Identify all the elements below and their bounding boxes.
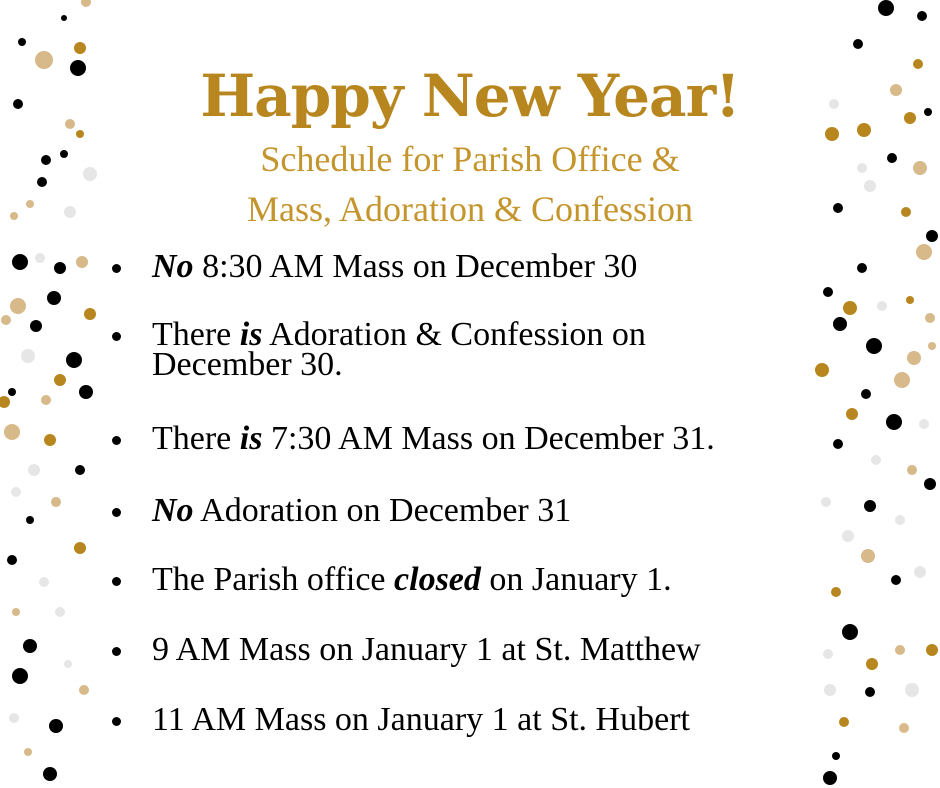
confetti-dot — [75, 465, 85, 475]
confetti-dot — [842, 530, 854, 542]
confetti-dot — [54, 374, 66, 386]
bullet-icon — [112, 332, 121, 341]
bullet-icon — [112, 577, 121, 586]
confetti-dot — [907, 465, 917, 475]
confetti-dot — [79, 685, 89, 695]
confetti-dot — [30, 320, 42, 332]
confetti-dot — [51, 497, 61, 507]
item-text: 8:30 AM Mass on December 30 — [193, 248, 638, 285]
confetti-dot — [914, 566, 926, 578]
confetti-dot — [895, 645, 905, 655]
confetti-dot — [928, 342, 936, 350]
subtitle-line-2: Mass, Adoration & Confession — [247, 189, 693, 229]
list-item — [152, 420, 715, 457]
confetti-dot — [28, 464, 40, 476]
confetti-dot — [865, 687, 875, 697]
confetti-dot — [925, 313, 935, 323]
confetti-dot — [9, 713, 19, 723]
item-text: There — [152, 316, 240, 353]
emphasis: is — [239, 420, 263, 457]
confetti-dot — [843, 301, 857, 315]
item-text: The Parish office — [152, 561, 395, 598]
confetti-dot — [47, 291, 61, 305]
confetti-dot — [35, 253, 45, 263]
confetti-dot — [864, 500, 876, 512]
confetti-dot — [871, 455, 881, 465]
bullet-icon — [112, 264, 121, 273]
subtitle-line-1: Schedule for Parish Office & — [260, 139, 680, 179]
confetti-dot — [823, 649, 833, 659]
confetti-dot — [833, 439, 843, 449]
item-text: There — [152, 420, 240, 457]
item-text: 9 AM Mass on January 1 at St. Matthew — [152, 631, 701, 668]
emphasis: closed — [394, 561, 481, 598]
confetti-dot — [894, 372, 910, 388]
confetti-dot — [64, 660, 72, 668]
confetti-dot — [857, 263, 867, 273]
item-text-continued: December 30. — [152, 346, 343, 383]
confetti-dot — [12, 668, 28, 684]
confetti-dot — [821, 497, 831, 507]
confetti-dot — [1, 315, 11, 325]
list-item — [152, 561, 672, 598]
confetti-dot — [0, 396, 10, 408]
confetti-dot — [24, 748, 32, 756]
confetti-dot — [84, 308, 96, 320]
confetti-dot — [81, 0, 91, 7]
bullet-icon — [112, 717, 121, 726]
confetti-dot — [886, 414, 902, 430]
confetti-dot — [815, 363, 829, 377]
confetti-dot — [906, 296, 914, 304]
confetti-dot — [4, 424, 20, 440]
confetti-dot — [926, 230, 938, 242]
bullet-icon — [112, 436, 121, 445]
emphasis: No — [152, 248, 194, 285]
confetti-dot — [866, 658, 878, 670]
confetti-dot — [824, 684, 836, 696]
confetti-dot — [23, 639, 37, 653]
confetti-dot — [39, 577, 49, 587]
confetti-dot — [12, 254, 28, 270]
bullet-icon — [112, 508, 121, 517]
confetti-dot — [49, 719, 63, 733]
page-title: Happy New Year! — [200, 62, 740, 130]
confetti-dot — [878, 0, 894, 16]
confetti-dot — [899, 723, 909, 733]
confetti-dot — [79, 385, 93, 399]
confetti-dot — [18, 38, 26, 46]
item-text: 7:30 AM Mass on December 31. — [262, 420, 715, 457]
confetti-dot — [74, 542, 86, 554]
list-item — [152, 248, 638, 285]
confetti-dot — [76, 256, 88, 268]
confetti-dot — [833, 317, 847, 331]
confetti-dot — [823, 771, 837, 785]
emphasis: No — [152, 492, 194, 529]
confetti-dot — [21, 349, 35, 363]
confetti-dot — [7, 555, 17, 565]
list-item — [152, 316, 646, 383]
list-item — [152, 631, 701, 668]
confetti-dot — [924, 478, 936, 490]
confetti-dot — [61, 15, 67, 21]
item-text: Adoration & Confession on — [262, 316, 646, 353]
confetti-dot — [866, 338, 882, 354]
list-item — [152, 492, 572, 529]
confetti-dot — [10, 298, 26, 314]
confetti-dot — [926, 644, 938, 656]
confetti-dot — [74, 42, 86, 54]
list-item — [152, 701, 690, 738]
confetti-dot — [823, 287, 833, 297]
confetti-dot — [839, 717, 849, 727]
confetti-dot — [905, 683, 919, 697]
confetti-dot — [41, 395, 51, 405]
confetti-dot — [66, 352, 82, 368]
confetti-dot — [891, 575, 901, 585]
confetti-dot — [8, 388, 16, 396]
confetti-dot — [877, 301, 887, 311]
confetti-dot — [54, 262, 66, 274]
confetti-dot — [907, 351, 921, 365]
confetti-dot — [11, 487, 21, 497]
confetti-dot — [842, 624, 858, 640]
confetti-dot — [861, 389, 871, 399]
emphasis: is — [239, 316, 263, 353]
confetti-dot — [895, 515, 905, 525]
confetti-dot — [917, 11, 927, 21]
confetti-dot — [853, 39, 863, 49]
confetti-dot — [76, 130, 84, 138]
confetti-dot — [55, 607, 65, 617]
confetti-dot — [832, 752, 840, 760]
confetti-dot — [26, 516, 34, 524]
confetti-dot — [861, 549, 875, 563]
confetti-dot — [916, 244, 932, 260]
item-text: on January 1. — [480, 561, 672, 598]
confetti-dot — [831, 587, 841, 597]
confetti-dot — [846, 408, 858, 420]
confetti-dot — [919, 419, 929, 429]
bullet-icon — [112, 647, 121, 656]
item-text: Adoration on December 31 — [193, 492, 572, 529]
confetti-dot — [43, 767, 57, 781]
item-text: 11 AM Mass on January 1 at St. Hubert — [152, 701, 690, 738]
confetti-dot — [44, 434, 56, 446]
confetti-dot — [12, 608, 20, 616]
